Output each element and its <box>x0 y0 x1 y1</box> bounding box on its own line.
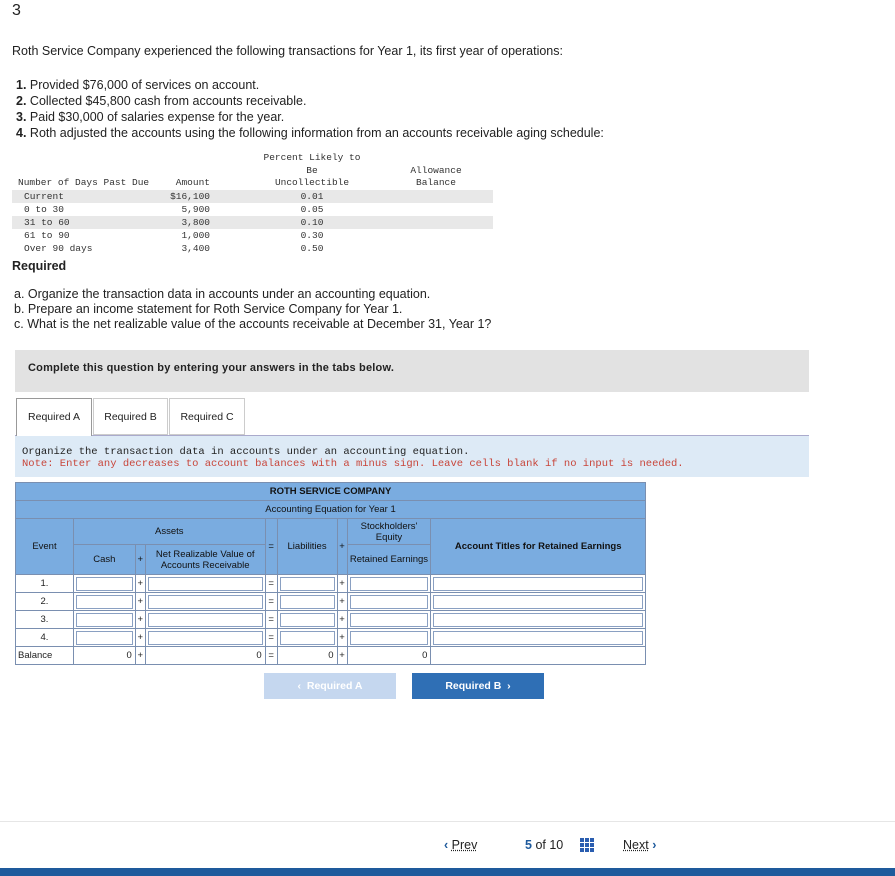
prev-tab-button[interactable]: ‹ Required A <box>264 673 396 699</box>
header-retained-earnings: Retained Earnings <box>347 545 431 575</box>
required-list <box>14 287 491 332</box>
liabilities-input[interactable] <box>280 613 335 627</box>
chevron-right-icon: › <box>652 838 657 852</box>
retained-earnings-input[interactable] <box>350 577 429 591</box>
retained-earnings-input[interactable] <box>350 631 429 645</box>
cash-balance: 0 <box>73 647 135 665</box>
header-allowance: Allowance Balance <box>410 164 462 188</box>
header-percent: Percent Likely to Be Uncollectible <box>263 152 361 188</box>
header-plus: + <box>135 545 145 575</box>
list-item: a. Organize the transaction data in accounts under an accounting equation. <box>14 287 431 301</box>
header-cash: Cash <box>73 545 135 575</box>
header-amount: Amount <box>175 177 210 188</box>
table-row: 4. + = + <box>16 629 646 647</box>
liabilities-input[interactable] <box>280 595 335 609</box>
tab-required-a[interactable]: Required A <box>16 398 92 437</box>
table-row: Current $16,100 0.01 <box>12 190 493 203</box>
intro-text: Roth Service Company experienced the following transactions for Year 1, its first year of operations: <box>12 44 563 58</box>
cash-input[interactable] <box>76 613 133 627</box>
table-row: 3. + = + <box>16 611 646 629</box>
balance-row: Balance 0 + 0 = 0 + 0 <box>16 647 646 665</box>
table-row: Over 90 days 3,400 0.50 <box>24 242 324 254</box>
header-plus: + <box>337 519 347 575</box>
retained-earnings-input[interactable] <box>350 595 429 609</box>
note-warning: Note: Enter any decreases to account balances with a minus sign. Leave cells blank if no input is needed. <box>22 458 684 470</box>
nrv-input[interactable] <box>148 613 263 627</box>
question-number: 3 <box>12 2 21 19</box>
liabilities-input[interactable] <box>280 631 335 645</box>
list-item: 3. Paid $30,000 of salaries expense for the year. <box>16 110 285 124</box>
table-row: 0 to 30 5,900 0.05 <box>24 203 324 215</box>
nrv-balance: 0 <box>145 647 265 665</box>
footer-divider <box>0 821 895 822</box>
question-grid-icon[interactable] <box>580 838 594 852</box>
next-question-link[interactable]: Next › <box>623 838 657 852</box>
event-label: 2. <box>16 593 74 611</box>
retained-earnings-balance: 0 <box>347 647 431 665</box>
table-subtitle: Accounting Equation for Year 1 <box>16 501 646 519</box>
cash-input[interactable] <box>76 631 133 645</box>
list-item: b. Prepare an income statement for Roth Service Company for Year 1. <box>14 302 403 316</box>
page-indicator: 5 of 10 <box>525 838 564 852</box>
prev-question-link[interactable]: ‹ Prev <box>444 838 478 852</box>
list-item: c. What is the net realizable value of the accounts receivable at December 31, Year 1? <box>14 317 492 331</box>
accounting-equation-table <box>15 482 646 665</box>
required-heading: Required <box>12 259 67 273</box>
account-title-input[interactable] <box>433 631 643 645</box>
account-title-input[interactable] <box>433 595 643 609</box>
instruction-text: Complete this question by entering your answers in the tabs below. <box>28 362 395 374</box>
list-item: 2. Collected $45,800 cash from accounts receivable. <box>16 94 307 108</box>
account-title-input[interactable] <box>433 613 643 627</box>
header-account-titles: Account Titles for Retained Earnings <box>431 519 646 575</box>
account-title-input[interactable] <box>433 577 643 591</box>
cash-input[interactable] <box>76 577 133 591</box>
table-row: 31 to 60 3,800 0.10 <box>12 216 493 229</box>
header-event: Event <box>16 519 74 575</box>
tab-required-c[interactable]: Required C <box>169 398 245 435</box>
event-label: 3. <box>16 611 74 629</box>
table-row: 61 to 90 1,000 0.30 <box>24 229 324 241</box>
table-row: 1. + = + <box>16 575 646 593</box>
retained-earnings-input[interactable] <box>350 613 429 627</box>
header-nrv: Net Realizable Value of Accounts Receivable <box>145 545 265 575</box>
aging-schedule-table <box>12 152 493 255</box>
table-row: 2. + = + <box>16 593 646 611</box>
header-assets: Assets <box>73 519 265 545</box>
header-days: Number of Days Past Due <box>18 177 150 188</box>
header-equity: Stockholders' Equity <box>347 519 431 545</box>
header-liabilities: Liabilities <box>277 519 337 575</box>
tab-required-b[interactable]: Required B <box>93 398 168 435</box>
liabilities-input[interactable] <box>280 577 335 591</box>
liabilities-balance: 0 <box>277 647 337 665</box>
nrv-input[interactable] <box>148 577 263 591</box>
chevron-left-icon: ‹ <box>444 838 449 852</box>
list-item: 4. Roth adjusted the accounts using the following information from an accounts receivable aging schedule: <box>16 126 604 140</box>
next-tab-button[interactable]: Required B › <box>412 673 544 699</box>
header-equals: = <box>265 519 277 575</box>
cash-input[interactable] <box>76 595 133 609</box>
chevron-right-icon: › <box>507 680 511 692</box>
nrv-input[interactable] <box>148 631 263 645</box>
transaction-list <box>16 77 604 141</box>
note-instruction: Organize the transaction data in accounts under an accounting equation. <box>22 446 470 458</box>
list-item: 1. Provided $76,000 of services on account. <box>16 78 260 92</box>
chevron-left-icon: ‹ <box>297 680 302 692</box>
event-label: 1. <box>16 575 74 593</box>
company-title: ROTH SERVICE COMPANY <box>16 483 646 501</box>
event-label: 4. <box>16 629 74 647</box>
bottom-bar <box>0 868 895 876</box>
balance-label: Balance <box>16 647 74 665</box>
nrv-input[interactable] <box>148 595 263 609</box>
